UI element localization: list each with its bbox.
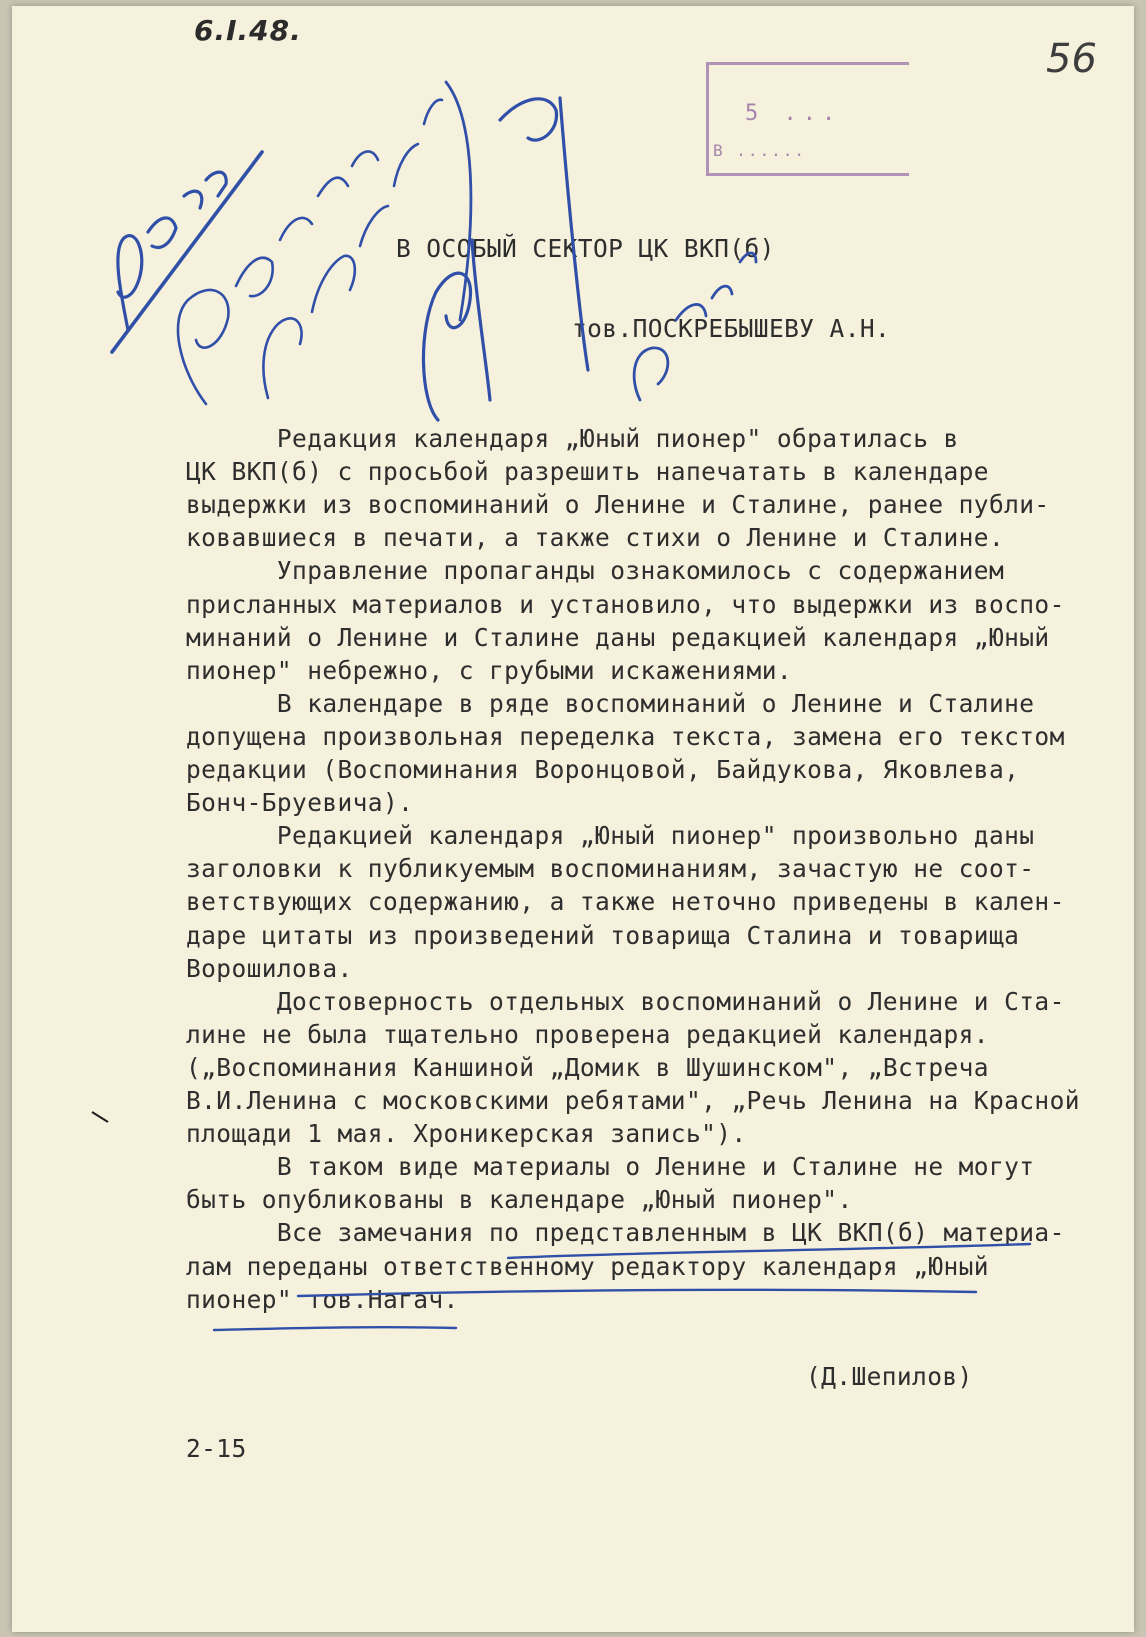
body-line: Достоверность отдельных воспоминаний о Ленине и Ста- xyxy=(186,986,1065,1016)
body-line: Ворошилова. xyxy=(186,953,353,983)
body-line: В таком виде материалы о Ленине и Сталине не могут xyxy=(186,1152,1035,1182)
body-line: даре цитаты из произведений товарища Сталина и товарища xyxy=(186,920,1020,950)
stamp-date: 5 ... xyxy=(745,101,842,126)
body-line: заголовки к публикуемым воспоминаниям, зачастую не соот- xyxy=(186,854,1035,884)
folio-number: 56 xyxy=(1046,36,1097,82)
body-line: редакции (Воспоминания Воронцовой, Байдукова, Яковлева, xyxy=(186,755,1020,784)
body-line: пионер" небрежно, с грубыми искажениями. xyxy=(186,655,793,685)
stamp-number: В ...... xyxy=(713,141,807,160)
body-line: Бонч-Бруевича). xyxy=(186,788,414,818)
body-line: выдержки из воспоминаний о Ленине и Сталине, ранее публи- xyxy=(186,490,1050,520)
body-line: пионер" тов.Нагач. xyxy=(186,1284,459,1314)
body-line: лине не была тщательно проверена редакцией календаря. xyxy=(186,1019,989,1049)
body-line: Все замечания по представленным в ЦК ВКП(б) материа- xyxy=(186,1218,1065,1248)
signature: (Д.Шепилов) xyxy=(806,1362,973,1391)
body-line: присланных материалов и установило, что выдержки из воспо- xyxy=(186,589,1065,619)
document-number: 2-15 xyxy=(186,1434,247,1463)
body-line: допущена произвольная переделка текста, замена его текстом xyxy=(186,721,1065,751)
body-line: В.И.Ленина с московскими ребятами", „Речь Ленина на Красной xyxy=(186,1086,1080,1115)
body-line: Управление пропаганды ознакомилось с содержанием xyxy=(186,556,1005,586)
body-line: минаний о Ленине и Сталине даны редакцией календаря „Юный xyxy=(186,622,1050,652)
body-line: Редакцией календаря „Юный пионер" произвольно даны xyxy=(186,821,1035,851)
body-line: лам переданы ответственному редактору календаря „Юный xyxy=(186,1251,989,1281)
addressee-line-2: тов.ПОСКРЕБЫШЕВУ А.Н. xyxy=(572,314,891,343)
body-line: В календаре в ряде воспоминаний о Ленине и Сталине xyxy=(186,688,1035,718)
body-line: ковавшиеся в печати, а также стихи о Ленине и Сталине. xyxy=(186,523,1005,553)
addressee-line-1: В ОСОБЫЙ СЕКТОР ЦК ВКП(б) xyxy=(396,234,775,263)
body-line: ветствующих содержанию, а также неточно приведены в кален- xyxy=(186,887,1065,917)
body-line: площади 1 мая. Хроникерская запись"). xyxy=(186,1119,747,1149)
body-line: быть опубликованы в календаре „Юный пионер". xyxy=(186,1185,853,1215)
margin-date: 6.I.48. xyxy=(194,14,302,47)
body-line: Редакция календаря „Юный пионер" обратилась в xyxy=(186,424,959,453)
body-line: („Воспоминания Каншиной „Домик в Шушинском", „Встреча xyxy=(186,1052,989,1082)
body-line: ЦК ВКП(б) с просьбой разрешить напечатать в календаре xyxy=(186,457,989,487)
registration-stamp xyxy=(706,62,909,176)
